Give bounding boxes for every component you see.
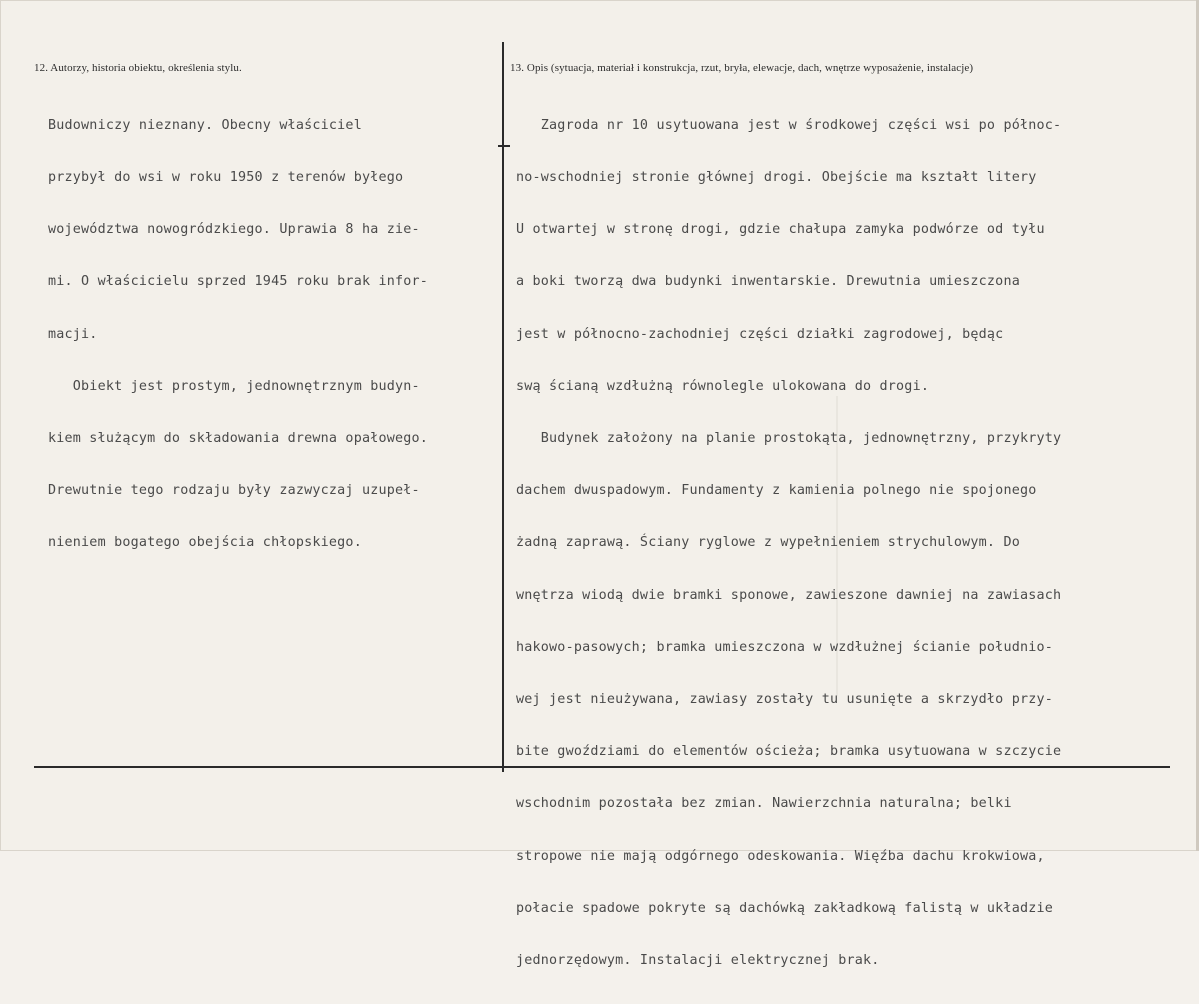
text-line: połacie spadowe pokryte są dachówką zakładkową falistą w układzie [516,900,1054,916]
section-13-text [516,82,1061,1004]
text-line: Budynek założony na planie prostokąta, jednownętrzny, przykryty [516,431,1062,447]
text-line: żadną zaprawą. Ściany ryglowe z wypełnieniem strychulowym. Do [516,535,1020,551]
text-line: U otwartej w stronę drogi, gdzie chałupa zamyka podwórze od tyłu [516,222,1045,238]
text-line: no-wschodniej stronie głównej drogi. Obejście ma kształt litery [516,170,1037,186]
text-line: stropowe nie mają odgórnego odeskowania. Więźba dachu krokwiowa, [516,848,1045,864]
section-12-heading: 12. Autorzy, historia obiektu, określenia stylu. [34,62,242,74]
text-line: przybył do wsi w roku 1950 z terenów byłego [48,170,404,186]
text-line: wnętrza wiodą dwie bramki sponowe, zawieszone dawniej na zawiasach [516,587,1062,603]
text-line: bite gwoździami do elementów ościeża; bramka usytuowana w szczycie [516,744,1062,760]
text-line: wschodnim pozostała bez zmian. Nawierzchnia naturalna; belki [516,796,1012,812]
text-line: kiem służącym do składowania drewna opałowego. [48,431,429,447]
text-line: jest w północno-zachodniej części działki zagrodowej, będąc [516,326,1004,342]
text-line: a boki tworzą dwa budynki inwentarskie. Drewutnia umieszczona [516,274,1020,290]
text-line: macji. [48,326,98,342]
text-line: swą ścianą wzdłużną równolegle ulokowana do drogi. [516,378,930,394]
text-line: województwa nowogródzkiego. Uprawia 8 ha zie- [48,222,420,238]
text-line: dachem dwuspadowym. Fundamenty z kamienia polnego nie spojonego [516,483,1037,499]
text-line: Drewutnie tego rodzaju były zazwyczaj uzupeł- [48,483,420,499]
text-line: Budowniczy nieznany. Obecny właściciel [48,117,362,133]
text-line: hakowo-pasowych; bramka umieszczona w wzdłużnej ścianie południo- [516,639,1054,655]
text-line: Obiekt jest prostym, jednownętrznym budyn- [48,378,420,394]
text-line: Zagroda nr 10 usytuowana jest w środkowej części wsi po północ- [516,117,1062,133]
divider-tick [498,145,510,147]
text-line: mi. O właścicielu sprzed 1945 roku brak infor- [48,274,429,290]
text-line: nieniem bogatego obejścia chłopskiego. [48,535,362,551]
column-divider [502,42,504,772]
section-12-text [48,82,428,587]
text-line: wej jest nieużywana, zawiasy zostały tu usunięte a skrzydło przy- [516,692,1054,708]
section-13-heading: 13. Opis (sytuacja, materiał i konstrukcja, rzut, bryła, elewacje, dach, wnętrze wyposażenie, instalacje) [510,62,974,74]
text-line: jednorzędowym. Instalacji elektrycznej brak. [516,953,880,969]
